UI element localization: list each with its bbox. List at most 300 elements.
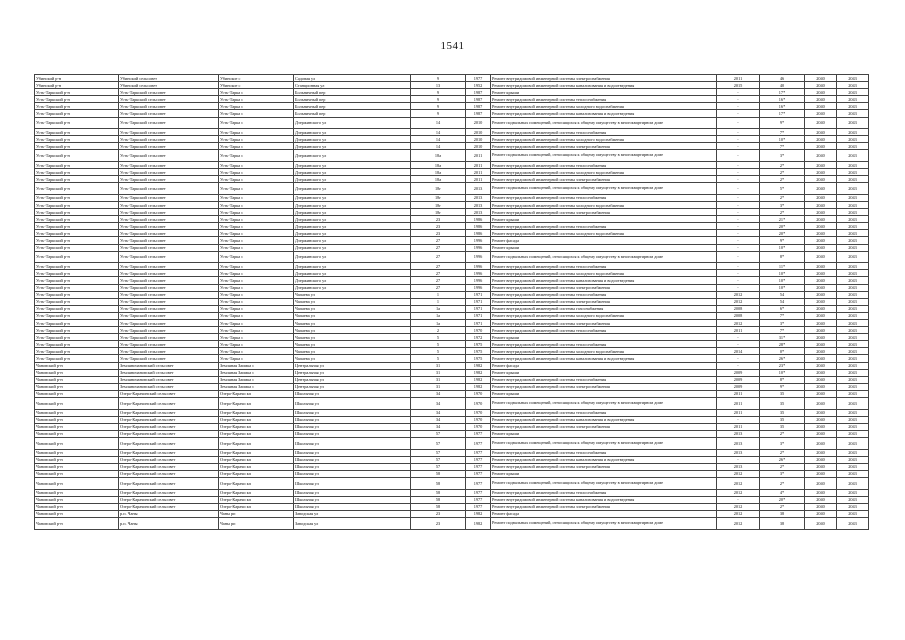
cell-work: Ремонт фасада	[491, 510, 717, 517]
cell-year-from: 2040	[805, 216, 837, 223]
repair-register-table	[34, 74, 869, 530]
cell-year-from: 2040	[805, 202, 837, 209]
cell-plan-year: 2013	[717, 438, 760, 450]
table-row	[35, 409, 869, 416]
cell-area: 35	[760, 409, 805, 416]
cell-district: Усть-Таркский р-н	[35, 298, 119, 305]
cell-settlement: Усть-Таркский сельсовет	[119, 89, 219, 96]
cell-year: 1977	[466, 470, 491, 477]
cell-year: 1996	[466, 251, 491, 263]
cell-year-to: 2043	[837, 223, 869, 230]
cell-settlement: Усть-Таркский сельсовет	[119, 183, 219, 195]
cell-locality: Усть-Тарка с	[219, 291, 294, 298]
cell-area: 2*	[760, 503, 805, 510]
table-row	[35, 503, 869, 510]
cell-street: Дзержинского ул	[294, 237, 411, 244]
cell-settlement: Усть-Таркский сельсовет	[119, 169, 219, 176]
cell-plan-year: 2009	[717, 376, 760, 383]
cell-plan-year: 2009	[717, 369, 760, 376]
cell-district: Чановский р-н	[35, 362, 119, 369]
cell-area: 2*	[760, 477, 805, 489]
cell-plan-year: -	[717, 183, 760, 195]
cell-work: Ремонт крыши	[491, 369, 717, 376]
cell-year-to: 2043	[837, 409, 869, 416]
cell-locality: Усть-Тарка с	[219, 277, 294, 284]
cell-year: 1975	[466, 348, 491, 355]
cell-settlement: Усть-Таркский сельсовет	[119, 298, 219, 305]
cell-house: 9	[411, 75, 466, 82]
cell-settlement: Земляничановский сельсовет	[119, 362, 219, 369]
cell-year-to: 2043	[837, 355, 869, 362]
cell-locality: Озеро-Карачи кп	[219, 463, 294, 470]
cell-work: Ремонт внутридомовой инженерной системы электроснабжения	[491, 383, 717, 390]
cell-year-to: 2043	[837, 305, 869, 312]
cell-work: Ремонт внутридомовой инженерной системы теплоснабжения	[491, 489, 717, 496]
table-row	[35, 376, 869, 383]
cell-area: 21*	[760, 216, 805, 223]
cell-house: 18г	[411, 194, 466, 201]
cell-area: 11*	[760, 263, 805, 270]
cell-year-from: 2040	[805, 263, 837, 270]
table-row	[35, 103, 869, 110]
cell-house: 31	[411, 376, 466, 383]
cell-settlement: Земляничановский сельсовет	[119, 383, 219, 390]
cell-locality: Усть-Тарка с	[219, 96, 294, 103]
cell-street: Чапаева ул	[294, 348, 411, 355]
cell-locality: Усть-Тарка с	[219, 305, 294, 312]
cell-house: 34	[411, 398, 466, 410]
cell-year-to: 2043	[837, 270, 869, 277]
cell-plan-year: 2011	[717, 390, 760, 397]
cell-settlement: Озеро-Карачинский сельсовет	[119, 449, 219, 456]
cell-house: 58	[411, 477, 466, 489]
cell-house: 1а	[411, 320, 466, 327]
cell-year: 1970	[466, 398, 491, 410]
cell-house: 23	[411, 510, 466, 517]
cell-settlement: Озеро-Карачинский сельсовет	[119, 470, 219, 477]
cell-street: Школьная ул	[294, 489, 411, 496]
table-row	[35, 143, 869, 150]
cell-locality: Усть-Тарка с	[219, 216, 294, 223]
cell-area: 35	[760, 416, 805, 423]
cell-work: Ремонт внутридомовой инженерной системы электроснабжения	[491, 209, 717, 216]
cell-year: 2013	[466, 183, 491, 195]
cell-work: Ремонт подвальных помещений, относящихся к общему имуществу в многоквартирном доме	[491, 183, 717, 195]
cell-settlement: Усть-Таркский сельсовет	[119, 110, 219, 117]
cell-district: Усть-Таркский р-н	[35, 327, 119, 334]
cell-settlement: Озеро-Карачинский сельсовет	[119, 489, 219, 496]
cell-settlement: Земляничановский сельсовет	[119, 376, 219, 383]
cell-area: 2*	[760, 430, 805, 437]
cell-area: 10*	[760, 270, 805, 277]
cell-year: 1982	[466, 376, 491, 383]
cell-plan-year: -	[717, 416, 760, 423]
cell-district: Усть-Таркский р-н	[35, 216, 119, 223]
cell-district: Усть-Таркский р-н	[35, 341, 119, 348]
cell-house: 27	[411, 277, 466, 284]
cell-district: Усть-Таркский р-н	[35, 176, 119, 183]
cell-street: Школьная ул	[294, 390, 411, 397]
cell-work: Ремонт внутридомовой инженерной системы теплоснабжения	[491, 129, 717, 136]
cell-plan-year: -	[717, 89, 760, 96]
cell-locality: Озеро-Карачи кп	[219, 398, 294, 410]
cell-year: 1952	[466, 82, 491, 89]
cell-district: Чановский р-н	[35, 496, 119, 503]
table-row	[35, 223, 869, 230]
cell-settlement: Усть-Таркский сельсовет	[119, 355, 219, 362]
cell-year-from: 2040	[805, 376, 837, 383]
cell-year-from: 2040	[805, 517, 837, 529]
cell-settlement: Озеро-Карачинский сельсовет	[119, 416, 219, 423]
cell-street: Школьная ул	[294, 477, 411, 489]
cell-settlement: Озеро-Карачинский сельсовет	[119, 423, 219, 430]
cell-street: Чапаева ул	[294, 298, 411, 305]
table-row	[35, 334, 869, 341]
cell-year: 1982	[466, 510, 491, 517]
cell-settlement: Усть-Таркский сельсовет	[119, 277, 219, 284]
cell-plan-year: -	[717, 209, 760, 216]
cell-year: 1977	[466, 496, 491, 503]
cell-work: Ремонт внутридомовой инженерной системы холодного водоснабжения	[491, 270, 717, 277]
cell-year-to: 2043	[837, 334, 869, 341]
cell-locality: Усть-Тарка с	[219, 320, 294, 327]
cell-settlement: Усть-Таркский сельсовет	[119, 334, 219, 341]
cell-year-to: 2043	[837, 237, 869, 244]
cell-year: 1986	[466, 230, 491, 237]
cell-house: 18а	[411, 162, 466, 169]
cell-year-from: 2040	[805, 237, 837, 244]
cell-settlement: Озеро-Карачинский сельсовет	[119, 503, 219, 510]
cell-settlement: Усть-Таркский сельсовет	[119, 143, 219, 150]
cell-year: 1986	[466, 216, 491, 223]
cell-street: Чапаева ул	[294, 355, 411, 362]
cell-year-from: 2040	[805, 320, 837, 327]
cell-street: Дзержинского ул	[294, 244, 411, 251]
cell-street: Дзержинского ул	[294, 230, 411, 237]
cell-district: Усть-Таркский р-н	[35, 103, 119, 110]
cell-street: Дзержинского ул	[294, 216, 411, 223]
cell-work: Ремонт подвальных помещений, относящихся к общему имуществу в многоквартирном доме	[491, 117, 717, 129]
table-row	[35, 320, 869, 327]
cell-locality: Усть-Тарка с	[219, 284, 294, 291]
cell-street: Центральная ул	[294, 376, 411, 383]
cell-work: Ремонт внутридомовой инженерной системы теплоснабжения	[491, 263, 717, 270]
cell-district: Усть-Таркский р-н	[35, 305, 119, 312]
cell-work: Ремонт внутридомовой инженерной системы канализования и водоотведения	[491, 416, 717, 423]
cell-area: 20*	[760, 230, 805, 237]
cell-year: 1987	[466, 96, 491, 103]
cell-work: Ремонт внутридомовой инженерной системы холодного водоснабжения	[491, 348, 717, 355]
cell-work: Ремонт внутридомовой инженерной системы электроснабжения	[491, 176, 717, 183]
cell-settlement: Усть-Таркский сельсовет	[119, 341, 219, 348]
cell-plan-year: 2011	[717, 409, 760, 416]
cell-locality: Усть-Тарка с	[219, 355, 294, 362]
table-row	[35, 244, 869, 251]
table-row	[35, 517, 869, 529]
cell-year-to: 2043	[837, 503, 869, 510]
cell-street: Заводская ул	[294, 510, 411, 517]
cell-house: 5	[411, 341, 466, 348]
cell-locality: Усть-Тарка с	[219, 202, 294, 209]
table-row	[35, 383, 869, 390]
cell-year: 2010	[466, 136, 491, 143]
cell-locality: Озеро-Карачи кп	[219, 456, 294, 463]
cell-year-to: 2043	[837, 183, 869, 195]
cell-locality: Земляная Заимка с	[219, 362, 294, 369]
cell-street: Больничный пер	[294, 96, 411, 103]
cell-settlement: Убинский сельсовет	[119, 75, 219, 82]
cell-locality: Усть-Тарка с	[219, 341, 294, 348]
cell-settlement: Озеро-Карачинский сельсовет	[119, 430, 219, 437]
cell-plan-year: 2011	[717, 75, 760, 82]
table-row	[35, 169, 869, 176]
cell-work: Ремонт внутридомовой инженерной системы канализования и водоотведения	[491, 110, 717, 117]
cell-year-from: 2040	[805, 409, 837, 416]
cell-house: 27	[411, 270, 466, 277]
cell-year-from: 2040	[805, 369, 837, 376]
cell-settlement: Усть-Таркский сельсовет	[119, 162, 219, 169]
cell-year-to: 2043	[837, 438, 869, 450]
cell-plan-year: -	[717, 230, 760, 237]
cell-year-from: 2040	[805, 463, 837, 470]
table-row	[35, 449, 869, 456]
cell-year-to: 2043	[837, 209, 869, 216]
table-row	[35, 209, 869, 216]
cell-year: 2010	[466, 143, 491, 150]
cell-settlement: Озеро-Карачинский сельсовет	[119, 496, 219, 503]
cell-year-from: 2040	[805, 362, 837, 369]
cell-area: 4*	[760, 489, 805, 496]
table-row	[35, 183, 869, 195]
table-row	[35, 291, 869, 298]
cell-street: Дзержинского ул	[294, 129, 411, 136]
cell-locality: Озеро-Карачи кп	[219, 423, 294, 430]
cell-year-to: 2043	[837, 284, 869, 291]
cell-year: 1977	[466, 489, 491, 496]
cell-year: 2010	[466, 129, 491, 136]
cell-settlement: Усть-Таркский сельсовет	[119, 230, 219, 237]
cell-work: Ремонт внутридомовой инженерной системы теплоснабжения	[491, 327, 717, 334]
cell-district: Чановский р-н	[35, 463, 119, 470]
cell-house: 18а	[411, 169, 466, 176]
cell-year-to: 2043	[837, 496, 869, 503]
cell-year-to: 2043	[837, 169, 869, 176]
cell-district: Усть-Таркский р-н	[35, 143, 119, 150]
cell-area: 2*	[760, 169, 805, 176]
cell-locality: Озеро-Карачи кп	[219, 409, 294, 416]
table-row	[35, 477, 869, 489]
cell-area: 7*	[760, 312, 805, 319]
cell-district: Чановский р-н	[35, 449, 119, 456]
cell-area: 23*	[760, 362, 805, 369]
cell-year-from: 2040	[805, 503, 837, 510]
cell-year-from: 2040	[805, 348, 837, 355]
cell-year-to: 2043	[837, 390, 869, 397]
cell-plan-year: -	[717, 194, 760, 201]
cell-year-from: 2040	[805, 383, 837, 390]
cell-area: 2*	[760, 194, 805, 201]
cell-year-to: 2043	[837, 136, 869, 143]
cell-year-to: 2043	[837, 82, 869, 89]
table-row	[35, 312, 869, 319]
cell-house: 27	[411, 244, 466, 251]
cell-locality: Усть-Тарка с	[219, 244, 294, 251]
cell-year-to: 2043	[837, 470, 869, 477]
cell-work: Ремонт внутридомовой инженерной системы теплоснабжения	[491, 194, 717, 201]
cell-plan-year: 2012	[717, 503, 760, 510]
cell-work: Ремонт внутридомовой инженерной системы теплоснабжения	[491, 96, 717, 103]
cell-year: 1977	[466, 430, 491, 437]
cell-plan-year: -	[717, 176, 760, 183]
cell-year-from: 2040	[805, 103, 837, 110]
cell-year-to: 2043	[837, 202, 869, 209]
cell-area: 5*	[760, 183, 805, 195]
cell-settlement: Усть-Таркский сельсовет	[119, 327, 219, 334]
table-row	[35, 75, 869, 82]
cell-year-from: 2040	[805, 110, 837, 117]
cell-street: Дзержинского ул	[294, 251, 411, 263]
cell-settlement: Озеро-Карачинский сельсовет	[119, 398, 219, 410]
cell-district: Чановский р-н	[35, 470, 119, 477]
cell-year-from: 2040	[805, 470, 837, 477]
cell-year-to: 2043	[837, 176, 869, 183]
cell-district: Усть-Таркский р-н	[35, 277, 119, 284]
cell-street: Дзержинского ул	[294, 183, 411, 195]
cell-work: Ремонт крыши	[491, 89, 717, 96]
cell-year: 1982	[466, 362, 491, 369]
cell-street: Дзержинского ул	[294, 202, 411, 209]
cell-work: Ремонт крыши	[491, 430, 717, 437]
cell-year-from: 2040	[805, 305, 837, 312]
cell-plan-year: 2012	[717, 291, 760, 298]
cell-house: 5	[411, 334, 466, 341]
table-row	[35, 176, 869, 183]
cell-district: Усть-Таркский р-н	[35, 348, 119, 355]
cell-street: Дзержинского ул	[294, 136, 411, 143]
cell-settlement: Усть-Таркский сельсовет	[119, 176, 219, 183]
cell-plan-year: 2012	[717, 510, 760, 517]
cell-year-from: 2040	[805, 510, 837, 517]
cell-settlement: Земляничановский сельсовет	[119, 369, 219, 376]
cell-year-from: 2040	[805, 423, 837, 430]
cell-street: Дзержинского ул	[294, 162, 411, 169]
cell-settlement: Усть-Таркский сельсовет	[119, 194, 219, 201]
cell-plan-year: -	[717, 456, 760, 463]
cell-locality: Усть-Тарка с	[219, 183, 294, 195]
cell-area: 2*	[760, 209, 805, 216]
cell-year-from: 2040	[805, 251, 837, 263]
cell-year-to: 2043	[837, 162, 869, 169]
cell-locality: Усть-Тарка с	[219, 327, 294, 334]
cell-area: 3*	[760, 320, 805, 327]
cell-year: 2011	[466, 150, 491, 162]
cell-locality: Убинское с	[219, 82, 294, 89]
cell-street: Больничный пер	[294, 89, 411, 96]
cell-year-from: 2040	[805, 75, 837, 82]
cell-locality: Усть-Тарка с	[219, 110, 294, 117]
table-row	[35, 230, 869, 237]
cell-area: 2*	[760, 176, 805, 183]
cell-year: 1982	[466, 369, 491, 376]
cell-plan-year: 2009	[717, 383, 760, 390]
cell-street: Школьная ул	[294, 423, 411, 430]
cell-plan-year: -	[717, 263, 760, 270]
cell-plan-year: 2012	[717, 298, 760, 305]
cell-house: 34	[411, 416, 466, 423]
cell-area: 17*	[760, 110, 805, 117]
table-row	[35, 470, 869, 477]
table-row	[35, 489, 869, 496]
cell-work: Ремонт внутридомовой инженерной системы канализования и водоотведения	[491, 82, 717, 89]
cell-locality: Озеро-Карачи кп	[219, 470, 294, 477]
cell-house: 9	[411, 96, 466, 103]
cell-house: 27	[411, 284, 466, 291]
table-row	[35, 423, 869, 430]
cell-year-from: 2040	[805, 430, 837, 437]
cell-work: Ремонт крыши	[491, 334, 717, 341]
table-row	[35, 96, 869, 103]
cell-year: 1970	[466, 327, 491, 334]
cell-work: Ремонт подвальных помещений, относящихся к общему имуществу в многоквартирном доме	[491, 477, 717, 489]
cell-locality: Усть-Тарка с	[219, 223, 294, 230]
cell-district: Чановский р-н	[35, 456, 119, 463]
table-row	[35, 263, 869, 270]
cell-year-from: 2040	[805, 244, 837, 251]
cell-plan-year: 2011	[717, 423, 760, 430]
cell-work: Ремонт крыши	[491, 390, 717, 397]
table-row	[35, 110, 869, 117]
cell-area: 17*	[760, 89, 805, 96]
cell-plan-year: 2008	[717, 312, 760, 319]
cell-area: 9*	[760, 117, 805, 129]
table-row	[35, 398, 869, 410]
cell-street: Школьная ул	[294, 470, 411, 477]
cell-year: 1977	[466, 438, 491, 450]
table-row	[35, 369, 869, 376]
cell-area: 46	[760, 75, 805, 82]
cell-district: Чановский р-н	[35, 390, 119, 397]
cell-locality: Чаны рп	[219, 517, 294, 529]
cell-district: Усть-Таркский р-н	[35, 270, 119, 277]
table-row	[35, 277, 869, 284]
cell-year-to: 2043	[837, 456, 869, 463]
cell-plan-year: -	[717, 216, 760, 223]
cell-year-to: 2043	[837, 194, 869, 201]
cell-district: Усть-Таркский р-н	[35, 202, 119, 209]
cell-district: Чановский р-н	[35, 383, 119, 390]
cell-year-from: 2040	[805, 291, 837, 298]
cell-work: Ремонт внутридомовой инженерной системы электроснабжения	[491, 284, 717, 291]
cell-house: 57	[411, 430, 466, 437]
cell-settlement: Убинский сельсовет	[119, 82, 219, 89]
cell-area: 2*	[760, 162, 805, 169]
cell-year-to: 2043	[837, 277, 869, 284]
cell-plan-year: 2012	[717, 489, 760, 496]
cell-year: 1986	[466, 223, 491, 230]
cell-area: 20*	[760, 496, 805, 503]
cell-district: Усть-Таркский р-н	[35, 263, 119, 270]
cell-district: Усть-Таркский р-н	[35, 89, 119, 96]
cell-house: 57	[411, 456, 466, 463]
cell-district: Чановский р-н	[35, 510, 119, 517]
cell-area: 3*	[760, 150, 805, 162]
cell-year-from: 2040	[805, 89, 837, 96]
cell-area: 7*	[760, 143, 805, 150]
table-row	[35, 117, 869, 129]
cell-work: Ремонт внутридомовой инженерной системы теплоснабжения	[491, 449, 717, 456]
cell-street: Школьная ул	[294, 409, 411, 416]
cell-house: 58	[411, 503, 466, 510]
